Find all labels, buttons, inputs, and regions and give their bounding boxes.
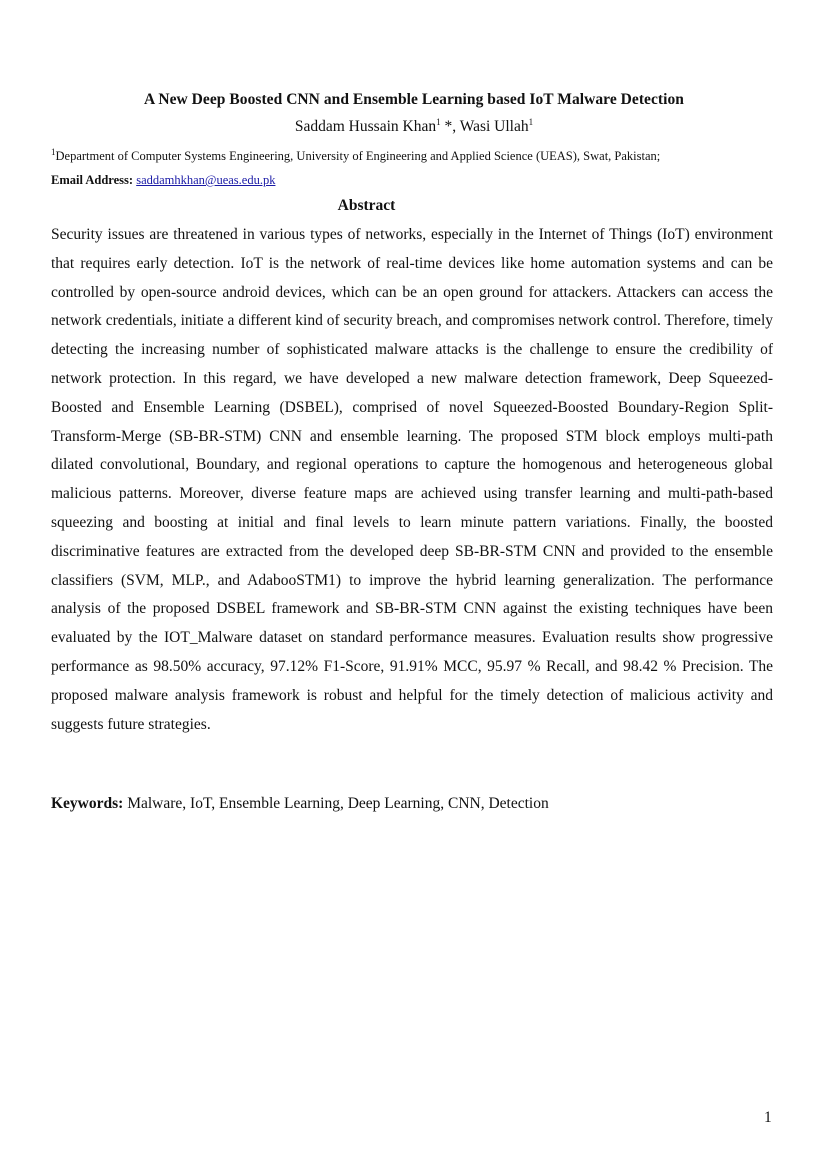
email-line (51, 173, 275, 188)
affiliation (51, 146, 791, 164)
paper-title: A New Deep Boosted CNN and Ensemble Learning based IoT Malware Detection (144, 91, 684, 108)
page-number: 1 (764, 1109, 772, 1126)
author-list (0, 118, 828, 136)
abstract-heading: Abstract (337, 197, 396, 214)
email-label: Email Address: (51, 173, 134, 187)
abstract-text: Security issues are threatened in various types of networks, especially in the Internet of Things (IoT) environment that requires early detection. IoT is the network of real-time devices like home automation systems and can be controlled by open-source android devices, which can be an open ground for attackers. Attackers can access the network credentials, initiate a different kind of security breach, and compromises network control. Therefore, timely detecting the increasing number of sophisticated malware attacks is the challenge to ensure the credibility of network protection. In this regard, we have developed a new malware detection framework, Deep Squeezed-Boosted and Ensemble Learning (DSBEL), comprised of novel Squeezed-Boosted Boundary-Region Split-Transform-Merge (SB-BR-STM) CNN and ensemble learning. The proposed STM block employs multi-path dilated convolutional, Boundary, and regional operations to capture the homogenous and heterogeneous global malicious patterns. Moreover, diverse feature maps are achieved using transfer learning and multi-path-based squeezing and boosting at initial and final levels to learn minute pattern variations. Finally, the boosted discriminative features are extracted from the developed deep SB-BR-STM CNN and provided to the ensemble classifiers (SVM, MLP., and AdabooSTM1) to improve the hybrid learning generalization. The performance analysis of the proposed DSBEL framework and SB-BR-STM CNN against the existing techniques have been evaluated by the IOT_Malware dataset on standard performance measures. Evaluation results show progressive performance as 98.50% accuracy, 97.12% F1-Score, 91.91% MCC, 95.97 % Recall, and 98.42 % Precision. The proposed malware analysis framework is robust and helpful for the timely detection of malicious activity and suggests future strategies. (51, 226, 773, 733)
keywords-line (51, 795, 773, 813)
keywords-text: Malware, IoT, Ensemble Learning, Deep Learning, CNN, Detection (123, 795, 549, 812)
author-name: Saddam Hussain Khan (294, 118, 437, 135)
keywords-label: Keywords: (51, 795, 124, 812)
affiliation-marker: 1 (51, 146, 56, 157)
author-name: Wasi Ullah (459, 118, 529, 135)
email-link[interactable]: saddamhkhan@ueas.edu.pk (136, 173, 276, 187)
affiliation-marker: 1 (528, 116, 534, 127)
affiliation-text: Department of Computer Systems Engineering, University of Engineering and Applied Science (UEAS), Swat, Pakistan; (55, 149, 661, 163)
affiliation-marker: 1 (436, 116, 441, 127)
author-separator: *, (440, 118, 460, 135)
